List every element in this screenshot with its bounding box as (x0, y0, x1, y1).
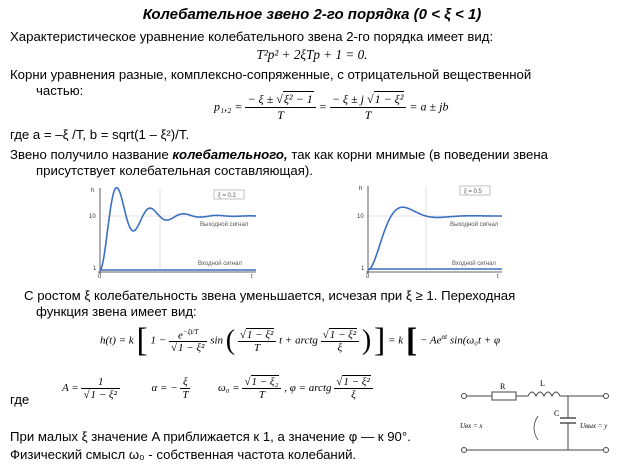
roots-lhs: p₁,₂ = (214, 99, 243, 114)
def-alpha-num: ξ (180, 376, 190, 389)
chart1-xtick-t: t (251, 274, 253, 278)
def-omega-num: 1 − ξ₂ (251, 376, 279, 388)
text-name-bold: колебательного, (172, 147, 288, 162)
formula-transition (100, 322, 500, 360)
resistor (492, 392, 516, 400)
text-name-b: присутствует колебательная составляющая). (36, 163, 313, 178)
roots-frac-1: $\frac{\text{− ξ ± √ξ² − 1}}{T}$ (245, 92, 315, 123)
label-u-out: Uвых = y (580, 422, 608, 430)
h-arg-num: 1 − ξ² (246, 328, 274, 341)
terminal-in-top (462, 394, 467, 399)
def-A-den: 1 − ξ² (90, 389, 117, 401)
chart2-xtick-t: t (497, 274, 499, 278)
chart2-ytick-1: 1 (361, 266, 365, 272)
h-lhs: h(t) = k (100, 334, 134, 347)
chart1-ytick-h: h (91, 188, 95, 194)
inductor (528, 392, 560, 396)
page-title: Колебательное звено 2-го порядка (0 < ξ < 1) (142, 6, 482, 23)
roots-frac1-den: T (277, 108, 284, 122)
h-den-sqrt: 1 − ξ² (178, 342, 205, 355)
def-omega-den: T (258, 389, 266, 401)
label-R: R (500, 382, 506, 391)
label-L: L (540, 380, 545, 388)
def-A-lhs: A = (62, 382, 79, 395)
h-frac-exp: $\frac{e^{-\xi t/T}}{\text{√1 − ξ²}}$ (169, 328, 207, 355)
h-exp-e: e (177, 329, 183, 342)
text-roots-b: частью: (36, 83, 84, 98)
chart-step-response-2 (356, 182, 504, 278)
terminal-out-top (604, 394, 609, 399)
def-alpha-lhs: α = − (151, 382, 178, 395)
roots-frac1-num-b: ξ² − 1 (283, 92, 313, 106)
current-arrow (534, 416, 538, 440)
h-arctg-den: ξ (337, 341, 343, 354)
h-sin: sin (210, 334, 224, 347)
text-where: где (10, 392, 30, 407)
label-C: C (554, 409, 560, 418)
def-omega-lhs: ω₀ = (217, 382, 240, 395)
chart1-output-label: Выходной сигнал (200, 222, 249, 228)
chart2-ytick-10: 10 (357, 214, 364, 220)
roots-frac2-num-b: 1 − ξ² (374, 92, 404, 106)
h-paren-left: ( (225, 325, 236, 356)
rlc-circuit-diagram (456, 380, 618, 466)
h-paren-right: ) (361, 325, 372, 356)
text-char-eq-intro: Характеристическое уравнение колебательного звена 2-го порядка имеет вид: (10, 29, 494, 44)
h-rhs3: sin(ω₀t + φ (449, 334, 501, 347)
def-alpha-den: T (182, 389, 189, 401)
h-one-minus: 1 − (150, 334, 167, 347)
chart-step-response-1 (88, 184, 260, 278)
h-rhs2-sup: αt (441, 332, 448, 341)
roots-frac1-num-a: − ξ ± (247, 92, 274, 106)
def-alpha-frac (180, 376, 190, 401)
formula-defs (62, 376, 373, 401)
text-a-b-defs: где a = –ξ /T, b = sqrt(1 – ξ²)/T. (10, 127, 190, 142)
h-bracket-right: ] (373, 322, 386, 359)
chart2-legend: ξ = 0.5 (464, 189, 482, 195)
def-phi-den: ξ (351, 389, 356, 401)
chart1-input-label: Входной сигнал (198, 261, 242, 267)
formula-roots (214, 92, 448, 123)
h-arg-den: T (254, 341, 261, 354)
def-A-num: 1 (81, 376, 119, 389)
h-bracket-rhs: [ (405, 322, 418, 359)
text-name-a (10, 147, 548, 163)
text-roots-a: Корни уравнения разные, комплексно-сопряженные, с отрицательной вещественной (10, 67, 532, 82)
roots-frac2-den: T (364, 108, 372, 122)
h-bracket-left: [ (136, 322, 148, 359)
def-omega-frac: $\frac{\text{√1 − ξ₂}}{T}$ (242, 376, 281, 401)
text-omega-meaning: Физический смысл ω₀ - собственная частота колебаний. (10, 447, 357, 462)
h-arctg-num: 1 − ξ² (329, 328, 357, 341)
roots-frac2-num-a: − ξ ± j (331, 92, 364, 106)
label-u-in: Uвх = x (460, 422, 483, 430)
roots-frac-2: $\frac{\text{− ξ ± j √1 − ξ²}}{T}$ (330, 92, 407, 123)
chart1-legend: ξ = 0.2 (218, 193, 236, 199)
chart1-ytick-10: 10 (89, 214, 96, 220)
h-frac-arg: $\frac{\text{√1 − ξ²}}{T}$ (238, 329, 276, 354)
def-A-frac: $\frac{1}{\text{√1 − ξ²}}$ (81, 376, 119, 401)
h-t-arctg: t + arctg (279, 334, 318, 347)
chart1-xtick-0: 0 (98, 274, 102, 278)
terminal-out-bottom (604, 448, 609, 453)
h-rhs2: − Ae (419, 334, 442, 347)
def-phi-frac: $\frac{\text{√1 − ξ²}}{\xi}$ (334, 376, 372, 401)
text-name-pre: Звено получило название (10, 147, 173, 162)
text-small-xi: При малых ξ значение A приближается к 1, а значение φ — к 90°. (10, 429, 411, 444)
h-frac-arctg: $\frac{\text{√1 − ξ²}}{\xi}$ (321, 329, 359, 354)
chart2-xtick-0: 0 (366, 274, 370, 278)
text-name-post: так как корни мнимые (в поведении звена (287, 147, 548, 162)
def-phi-lhs: , φ = arctg (284, 382, 332, 395)
formula-char-eq: T²p² + 2ξTp + 1 = 0. (256, 47, 368, 62)
chart2-input-label: Входной сигнал (452, 261, 496, 267)
chart1-output-line (100, 188, 256, 270)
chart1-ytick-1: 1 (93, 266, 97, 272)
terminal-in-bottom (462, 448, 467, 453)
roots-eq: = (318, 99, 327, 114)
def-phi-num: 1 − ξ² (343, 376, 370, 388)
roots-rhs: = a ± jb (409, 99, 449, 114)
h-rhs: = k (388, 334, 404, 347)
chart2-output-label: Выходной сигнал (450, 222, 499, 228)
text-growth-b: функция звена имеет вид: (36, 304, 197, 319)
chart2-ytick-h: h (359, 186, 363, 192)
h-exp-sup: −ξt/T (182, 327, 199, 336)
text-growth-a: С ростом ξ колебательность звена уменьшается, исчезая при ξ ≥ 1. Переходная (24, 288, 516, 303)
